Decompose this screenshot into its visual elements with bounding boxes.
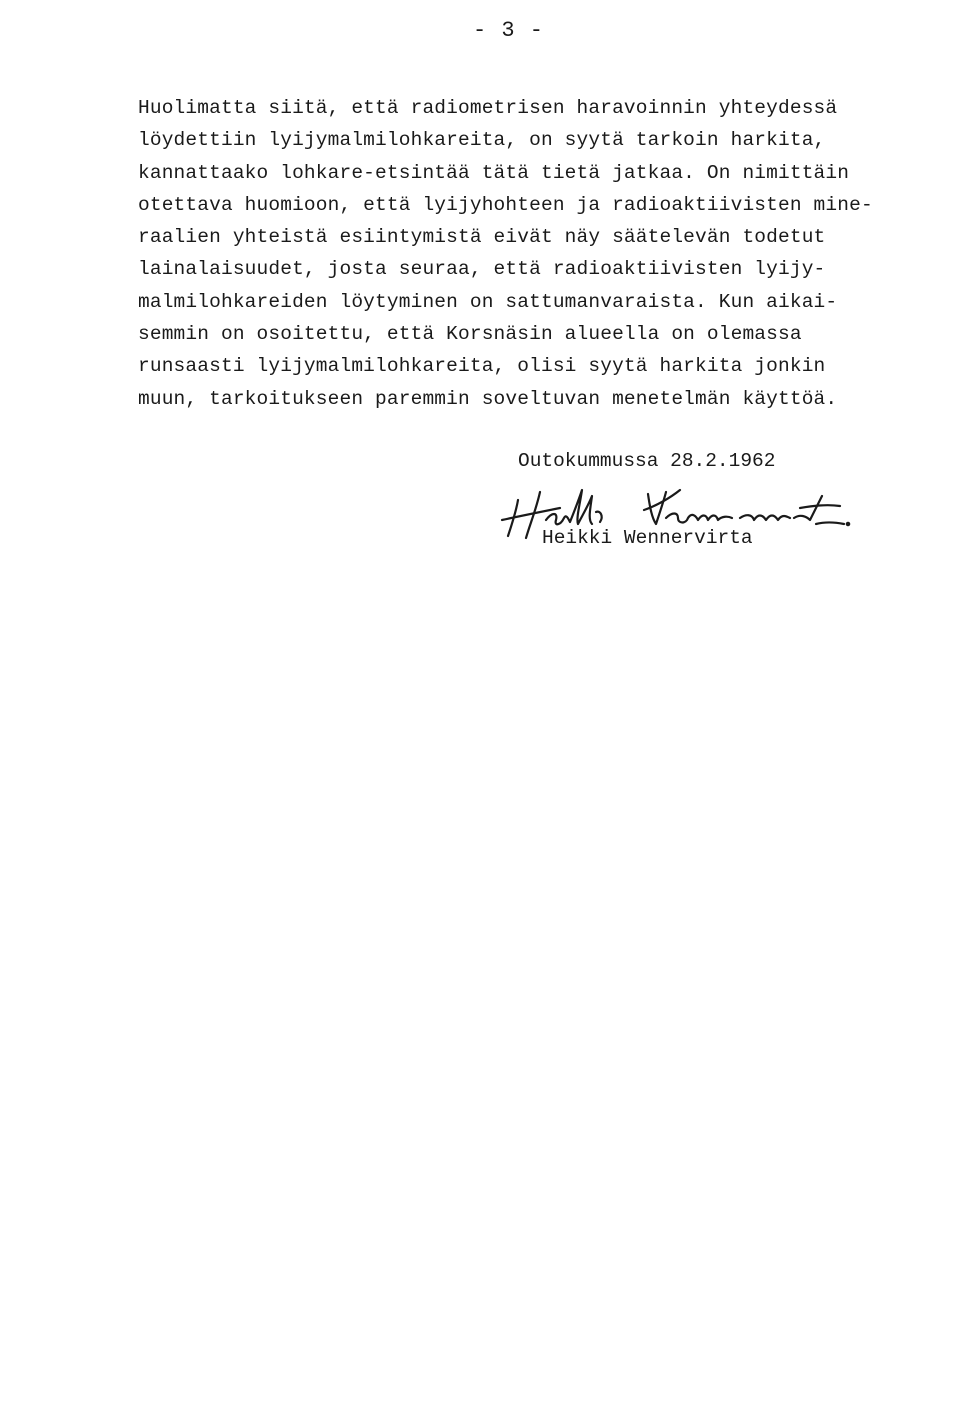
paragraph-line: otettava huomioon, että lyijyhohteen ja radioaktiivisten mine- <box>138 193 873 216</box>
paragraph-line: muun, tarkoitukseen paremmin soveltuvan menetelmän käyttöä. <box>138 387 838 410</box>
paragraph-line: raalien yhteistä esiintymistä eivät näy säätelevän todetut <box>138 226 826 249</box>
paragraph-line: löydettiin lyijymalmilohkareita, on syytä tarkoin harkita, <box>138 129 826 152</box>
paragraph-line: Huolimatta siitä, että radiometrisen haravoinnin yhteydessä <box>138 97 838 119</box>
paragraph-line: lainalaisuudet, josta seuraa, että radioaktiivisten lyijy- <box>138 258 826 281</box>
place-and-date: Outokummussa 28.2.1962 <box>518 450 776 472</box>
signer-name: Heikki Wennervirta <box>542 527 753 549</box>
paragraph-line: malmilohkareiden löytyminen on sattumanvaraista. Kun aikai- <box>138 290 838 313</box>
paragraph-line: kannattaako lohkare-etsintää tätä tietä jatkaa. On nimittäin <box>138 161 850 184</box>
body-paragraph <box>138 92 958 415</box>
paragraph-line: runsaasti lyijymalmilohkareita, olisi syytä harkita jonkin <box>138 355 826 378</box>
page-number: - 3 - <box>472 18 544 43</box>
paragraph-line: semmin on osoitettu, että Korsnäsin alueella on olemassa <box>138 323 802 346</box>
